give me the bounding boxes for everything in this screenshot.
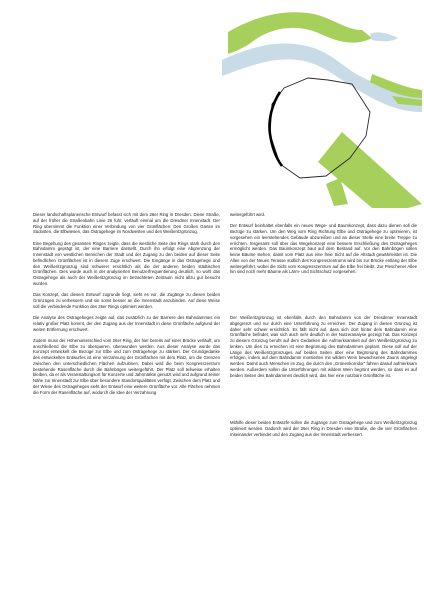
paragraph: weitergeführt wird. [230,212,266,217]
lake [370,32,398,41]
text-column-left [33,212,220,401]
site-plan-map [222,8,422,208]
paragraph: Eine Begehung des gesamten Ringes zeigte, dass die westliche Seite des Rings stark durch den Bahndamm geprägt ist, der eine Barriere darstellt. Durch ihn erfolgt eine Abgrenzung der Innenstadt von westlichen Bereichen der Stadt und der Zugang zu den beiden auf dieser Seite befindlichen Grünflächen ist in diesem Zuge erschwert. Die Eingänge in das Ostragehege und den Weißeritzgrünzug sind schwerer ersichtlich als die der anderen beiden städtischen Grünflächen. Dies wurde auch in der analysierten Benutzerfrequentierung deutlich, so wohl das Ostragehege als auch der Weißeritzgrünzug im betrachteten Zeitraum nicht allzu gut besucht wurden. [33,240,220,286]
ring-west-section [269,92,282,166]
paragraph: Der Weißeritzgrünzug ist ebenfalls durch den Bahndamm von der Dresdener Innenstadt abgegrenzt und nur durch eine Unterführung zu erreichen. Der Zugang in diesen Grünzug ist daher sehr schwer ersichtlich. Es fällt nicht auf, dass sich dort hinter dem Bahndamm eine Grünfläche befindet, was sich auch sehr deutlich in der Nutzeranalyse gezeigt hat. Das Konzept zu diesem Grünzug beruht auf dem Gedanken die Aufmerksamkeit auf den Weißeritzgrünzug zu lenken. Um dies zu erreichen ist eine Begrünung des Bahndammes geplant. Diese soll auf der Länge des Weißeritzgrünzuges auf beiden Seiten über eine Begrünung des Bahndammes erfolgen, indem auf dem Bahndamm montierten mit wildem Wein bewachsenen Zauns angelegt werden. Damit auch Menschen im Zug, die durch den „Grünenkorridor" fahren darauf aufmerksam werden. Außerdem sollen die Unterführungen mit wildem Wein begrünt werden, so dass es auf beiden Seiten des Bahndammes deutlich wird, das hier eine nutzbare Grünfläche ist. [230,315,417,378]
paragraph: Dieser landschaftsplanerische Entwurf befasst sich mit dem 26er Ring in Dresden. Diese Straße, auf der früher die Straßenbahn Linie 26 fuhr, verläuft einmal um die Dresdner Innenstadt. Der Ring übernimmt die Funktion einer Verbindung von vier Grünflächen: Den Großen Garten im Südosten, die Elbwiesen, das Ostragehege im Nordwesten und den Weißeritzgrünzug. [33,212,220,235]
text-column-right [230,212,417,443]
paragraph: Mithilfe dieser beiden Entwürfe sollen die Zugänge zum Ostragehege und zum Weißeritzgrünzug optimiert werden. Dadurch wird der 26er Ring in Dresden eine Straße, die die vier Grünflächen miteinander verbindet und den Zugang aus der Innenstadt verbessert. [230,420,417,437]
river-elbe [222,44,422,112]
paragraph: Die Analyse des Ostrageheges zeigte auf, das zusätzlich zu der Barriere des Bahndammes ein relativ großer Platz kommt, der den Zugang aus der Innenstadt in diese Grünfläche aufgrund der weiten Entfernung erschwert. [33,315,220,332]
paragraph: Der Entwurf beinhaltet ebenfalls ein neues Wege- und Baumkonzept, dass dazu dienen soll die Bezüge zu stärken. Um den Weg vom Ring Richtung Elbe und Ostragehege zu optimieren, ist vorgesehen ein leerstehendes Gebäude abzureißen und an dieser Stelle eine breite Treppe zu errichten. Insgesamt soll über das Wegekonzept eine bessere Erschließung des Ostrageheges ermöglicht werden. Das Baumkonzept baut auf dem Bestand auf. Vor den Bahnbögen sollen keine Bäume stehen, damit vom Platz aus eine freie Sicht auf die Altstadt gewährleistet ist. Die Allee von der Neuen Terasse südlich des Kongresszentrums wird bis zur Brücke entlang der Elbe weitergeführt, wobei die Sicht vom Kongresszentrum auf die Elbe frei bleibt. Zur Pieschener Allee hin sind noch mehr Bäume als Lärm- und Sichtschutz vorgesehen. [230,223,417,275]
paragraph: Zudem muss der Höhenunterschied vom 26er Ring, der hier bereits auf einer Brücke verläuft, um anschließend die Elbe zu überqueren, überwunden werden. Aus dieser Analyse wurde das Konzept entwickelt die Bezüge zur Elbe und zum Ostragehege zu stärken. Der Grundgedanke des entwickelten Entwurfes ist eine Verzahnung der Grünflächen mit dem Platz, um die Grenzen zwischen den unterschiedlichen Flächen aufzulösen. Dabei wird die beim Kongresszentrum bestehende Rasenfläche durch die Bahnbögen weitergeführt. Der Platz soll teilweise erhalten bleiben, da er als Veranstaltungsort für Konzerte und Jahrmärkte genutzt wird und aufgrund seiner Nähe zur Innenstadt zur Elbe über besondere Standortqualitäten verfügt. Zwischen dem Platz und der Wiese des Ostrageheges sieht der Entwurf eine weitere Grünfläche vor. Alle Flächen nehmen die Form der Rasenfläche auf, wodurch die Idee der Verzahnung [33,337,220,395]
paragraph: Das Konzept, das diesem Entwurf zugrunde liegt, sieht es vor, die Zugänge zu diesen beiden Grünzügen zu verbessern und sie somit besser an die Innenstadt anzubinden. Auf diese Weise soll die verbindende Funktion des 26er Rings optimiert werden. [33,292,220,309]
